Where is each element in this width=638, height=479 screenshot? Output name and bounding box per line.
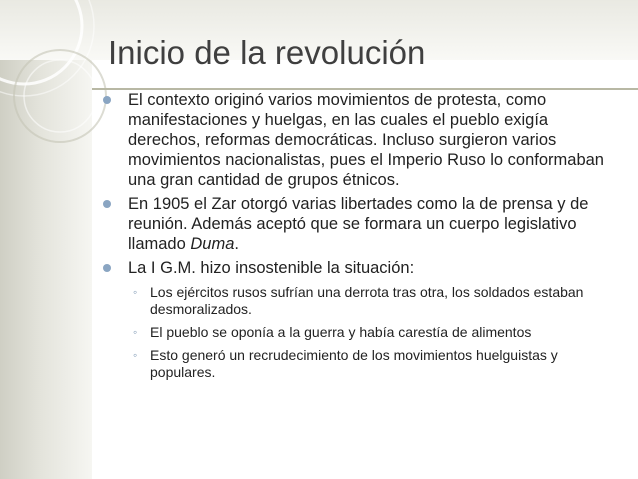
subbullet-item xyxy=(100,324,625,341)
hollow-circle-icon: ◦ xyxy=(133,348,138,362)
bullet-text: En 1905 el Zar otorgó varias libertades como la de prensa y de reunión. Además aceptó que se formara un cuerpo legislativo llamado xyxy=(128,195,589,253)
bullet-dot-icon xyxy=(103,96,111,104)
subbullet-item xyxy=(100,284,625,318)
bullet-dot-icon xyxy=(103,264,111,272)
bullet-item xyxy=(100,90,625,190)
hollow-circle-icon: ◦ xyxy=(133,325,138,339)
bullet-italic-term: Duma xyxy=(190,235,235,253)
bullet-dot-icon xyxy=(103,200,111,208)
subbullet-item xyxy=(100,347,625,381)
bullet-item xyxy=(100,258,625,278)
subbullet-text: Los ejércitos rusos sufrían una derrota tras otra, los soldados estaban desmoralizados. xyxy=(150,284,584,317)
hollow-circle-icon: ◦ xyxy=(133,285,138,299)
bullet-text: La I G.M. hizo insostenible la situación: xyxy=(128,259,415,277)
bullet-text: El contexto originó varios movimientos de protesta, como manifestaciones y huelgas, en las cuales el pueblo exigía derechos, reformas democráticas. Incluso surgieron varios movimientos nacionalistas, pues el Imperio Ruso lo conformaban una gran cantidad de grupos étnicos. xyxy=(128,91,604,189)
subbullet-text: El pueblo se oponía a la guerra y había carestía de alimentos xyxy=(150,324,532,340)
slide-title: Inicio de la revolución xyxy=(108,34,426,71)
bullet-item xyxy=(100,194,625,254)
bullet-text-end: . xyxy=(234,235,239,253)
slide-content xyxy=(100,90,625,381)
subbullet-text: Esto generó un recrudecimiento de los movimientos huelguistas y populares. xyxy=(150,347,558,380)
